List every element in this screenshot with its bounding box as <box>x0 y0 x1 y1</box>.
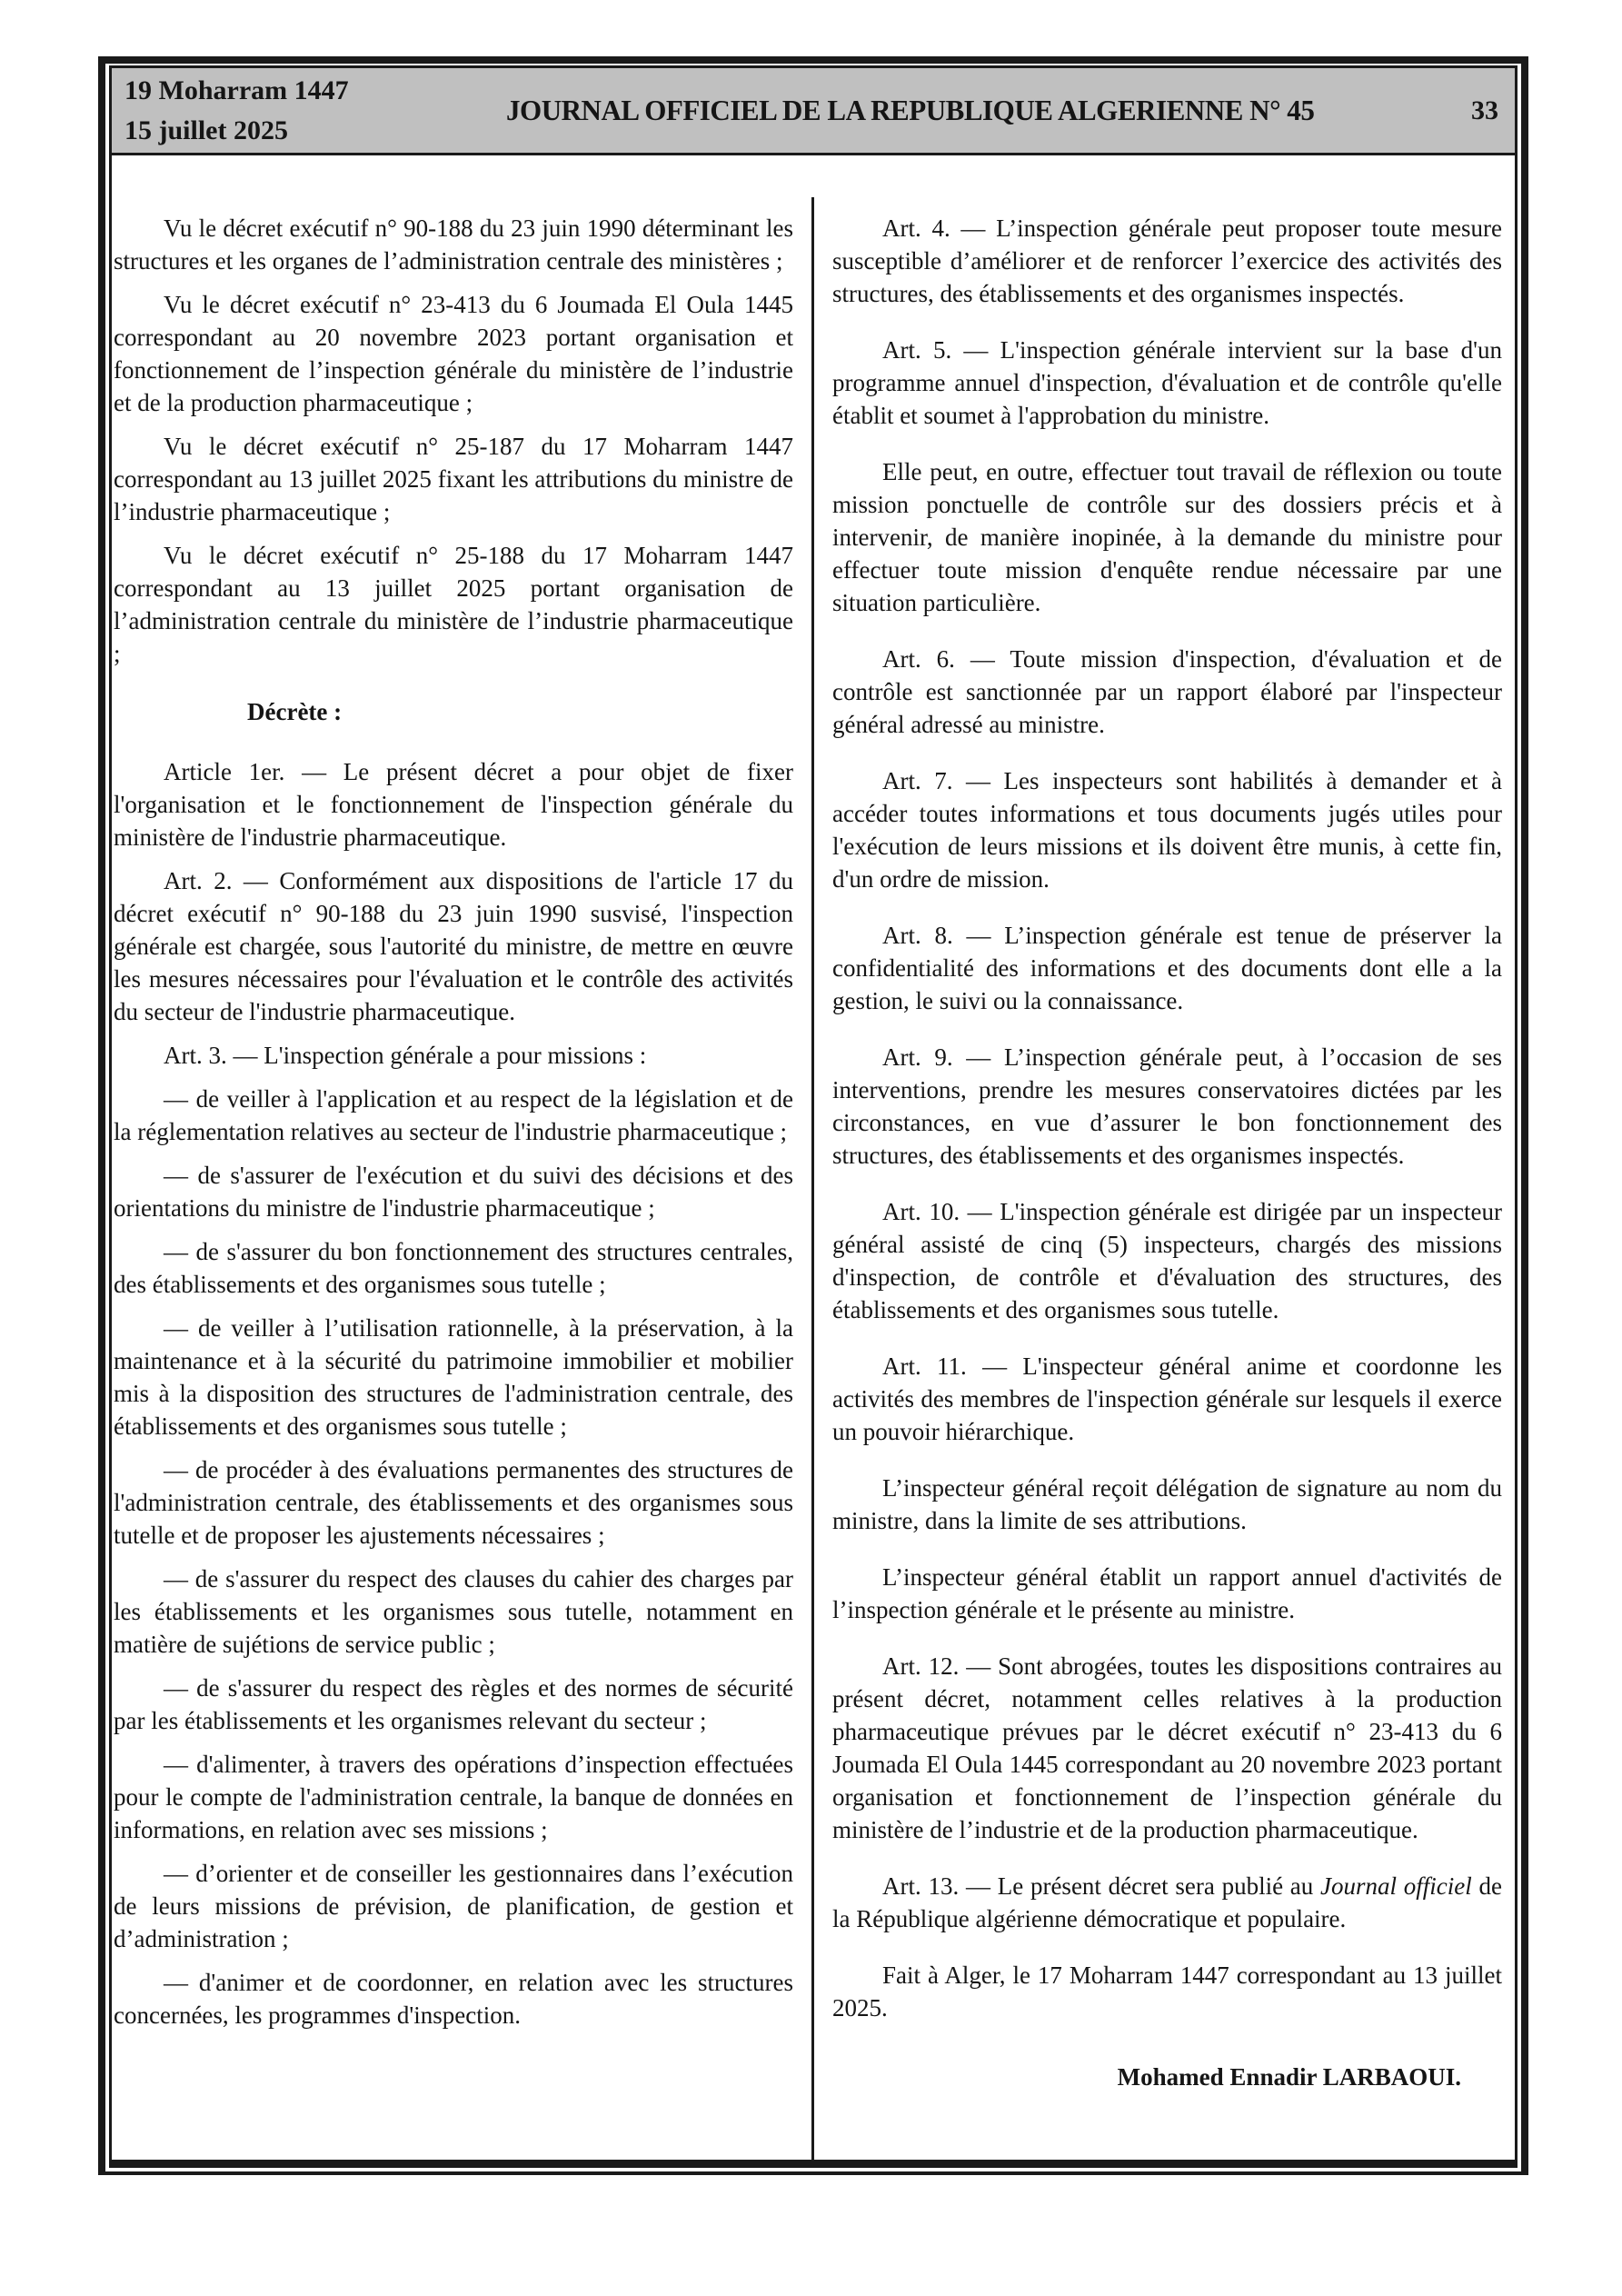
mission-dash-item: — d'animer et de coordonner, en relation avec les structures concernées, les programmes d'inspection. <box>114 1969 793 2029</box>
article-4-paragraph: Art. 4. — L’inspection générale peut proposer toute mesure susceptible d’améliorer et de renforcer l’exercice des activités des structures, des établissements et des organismes inspectés. <box>832 215 1502 307</box>
mission-dash-item: — d’orienter et de conseiller les gestionnaires dans l’exécution de leurs missions de prévision, de planification, de gestion et d’administration ; <box>114 1860 793 1952</box>
article-1-paragraph: Article 1er. — Le présent décret a pour objet de fixer l'organisation et le fonctionnement de l'inspection générale du ministère de l'industrie pharmaceutique. <box>114 758 793 851</box>
left-column <box>112 155 811 2160</box>
mission-dash-item: — de s'assurer du respect des clauses du cahier des charges par les établissements et les organismes sous tutelle, notamment en matière de sujétions de service public ; <box>114 1565 793 1658</box>
article-5-paragraph: Art. 5. — L'inspection générale intervient sur la base d'un programme annuel d'inspection, d'évaluation et de contrôle qu'elle établit et soumet à l'approbation du ministre. <box>832 336 1502 429</box>
article-2-paragraph: Art. 2. — Conformément aux dispositions de l'article 17 du décret exécutif n° 90-188 du 23 juin 1990 susvisé, l'inspection générale est chargée, sous l'autorité du ministre, de mettre en œuvre les mesures nécessaires pour l'évaluation et le contrôle des activités du secteur de l'industrie pharmaceutique. <box>114 867 793 1025</box>
mission-dash-item: — de s'assurer de l'exécution et du suivi des décisions et des orientations du ministre de l'industrie pharmaceutique ; <box>114 1162 793 1222</box>
right-column <box>814 155 1515 2160</box>
page-frame <box>98 56 1528 2175</box>
article-9-paragraph: Art. 9. — L’inspection générale peut, à l’occasion de ses interventions, prendre les mesures conservatoires dictées par les circonstances, en vue d’assurer le bon fonctionnement des structures, des établissements et des organismes inspectés. <box>832 1043 1502 1169</box>
mission-dash-item: — de s'assurer du respect des règles et des normes de sécurité par les établissements et les organismes relevant du secteur ; <box>114 1674 793 1734</box>
journal-title: JOURNAL OFFICIEL DE LA REPUBLIQUE ALGERIENNE N° 45 <box>505 94 1314 126</box>
decree-heading: Décrète : <box>247 698 343 725</box>
page-number: 33 <box>1471 95 1498 125</box>
article-13-text: de la République algérienne démocratique et populaire. <box>832 1872 1502 1932</box>
visa-paragraph: Vu le décret exécutif n° 90-188 du 23 juin 1990 déterminant les structures et les organes de l’administration centrale des ministères ; <box>114 215 793 275</box>
article-3-paragraph: Art. 3. — L'inspection générale a pour missions : <box>164 1042 647 1069</box>
journal-officiel-italic: Journal officiel <box>1320 1872 1472 1900</box>
two-column-content <box>112 155 1515 2160</box>
visa-paragraph: Vu le décret exécutif n° 25-188 du 17 Moharram 1447 correspondant au 13 juillet 2025 portant organisation de l’administration centrale du ministère de l’industrie pharmaceutique ; <box>114 542 793 667</box>
visa-paragraph: Vu le décret exécutif n° 23-413 du 6 Joumada El Oula 1445 correspondant au 20 novembre 2023 portant organisation et fonctionnement de l’inspection générale du ministère de l’industrie et de la production pharmaceutique ; <box>114 291 793 416</box>
article-7-paragraph: Art. 7. — Les inspecteurs sont habilités à demander et à accéder toutes informations et tous documents jugés utiles pour l'exécution de leurs missions et ils doivent être munis, à cette fin, d'un ordre de mission. <box>832 767 1502 893</box>
article-10-paragraph: Art. 10. — L'inspection générale est dirigée par un inspecteur général assisté de cinq (5) inspecteurs, chargés des missions d'inspection, de contrôle et d'évaluation des structures, des établissements et des organismes sous tutelle. <box>832 1198 1502 1323</box>
mission-dash-item: — d'alimenter, à travers des opérations d’inspection effectuées pour le compte de l'administration centrale, la banque de données en informations, en relation avec ses missions ; <box>114 1751 793 1843</box>
article-11-paragraph: Art. 11. — L'inspecteur général anime et coordonne les activités des membres de l'inspection générale sur lesquels il exerce un pouvoir hiérarchique. <box>832 1353 1502 1445</box>
article-13-paragraph <box>832 1870 1502 1935</box>
date-gregorian: 15 juillet 2025 <box>124 115 288 145</box>
article-5-continuation: Elle peut, en outre, effectuer tout travail de réflexion ou toute mission ponctuelle de contrôle sur des dossiers précis et à intervenir, de manière inopinée, à la demande du ministre pour effectuer toute mission d'enquête rendue nécessaire par une situation particulière. <box>832 458 1502 616</box>
visa-paragraph: Vu le décret exécutif n° 25-187 du 17 Moharram 1447 correspondant au 13 juillet 2025 fixant les attributions du ministre de l’industrie pharmaceutique ; <box>114 433 793 525</box>
page-inner-frame <box>109 65 1518 2168</box>
fait-a-alger-paragraph: Fait à Alger, le 17 Moharram 1447 correspondant au 13 juillet 2025. <box>832 1962 1502 2021</box>
article-11-continuation: L’inspecteur général reçoit délégation de signature au nom du ministre, dans la limite de ses attributions. <box>832 1474 1502 1534</box>
journal-header <box>112 68 1515 155</box>
signature-name: Mohamed Ennadir LARBAOUI. <box>1117 2063 1461 2091</box>
header-dates <box>112 71 349 151</box>
mission-dash-item: — de s'assurer du bon fonctionnement des structures centrales, des établissements et des organismes sous tutelle ; <box>114 1238 793 1298</box>
article-13-text: Art. 13. — Le présent décret sera publié au <box>882 1872 1321 1900</box>
mission-dash-item: — de veiller à l'application et au respect de la législation et de la réglementation relatives au secteur de l'industrie pharmaceutique ; <box>114 1085 793 1145</box>
mission-dash-item: — de procéder à des évaluations permanentes des structures de l'administration centrale, des établissements et des organismes sous tutelle et de proposer les ajustements nécessaires ; <box>114 1456 793 1549</box>
article-11-continuation: L’inspecteur général établit un rapport annuel d'activités de l’inspection générale et le présente au ministre. <box>832 1563 1502 1623</box>
article-12-paragraph: Art. 12. — Sont abrogées, toutes les dispositions contraires au présent décret, notamment celles relatives à la production pharmaceutique prévues par le décret exécutif n° 23-413 du 6 Joumada El Oula 1445 correspondant au 20 novembre 2023 portant organisation et fonctionnement de l’inspection générale du ministère de l’industrie et de la production pharmaceutique. <box>832 1652 1502 1843</box>
date-hijri: 19 Moharram 1447 <box>124 75 349 105</box>
article-6-paragraph: Art. 6. — Toute mission d'inspection, d'évaluation et de contrôle est sanctionnée par un rapport élaboré par l'inspecteur général adressé au ministre. <box>832 645 1502 738</box>
mission-dash-item: — de veiller à l’utilisation rationnelle, à la préservation, à la maintenance et à la sécurité du patrimoine immobilier et mobilier mis à la disposition des structures de l'administration centrale, des établissements et des organismes sous tutelle ; <box>114 1314 793 1440</box>
article-8-paragraph: Art. 8. — L’inspection générale est tenue de préserver la confidentialité des informations et des documents dont elle a la gestion, le suivi ou la connaissance. <box>832 922 1502 1014</box>
